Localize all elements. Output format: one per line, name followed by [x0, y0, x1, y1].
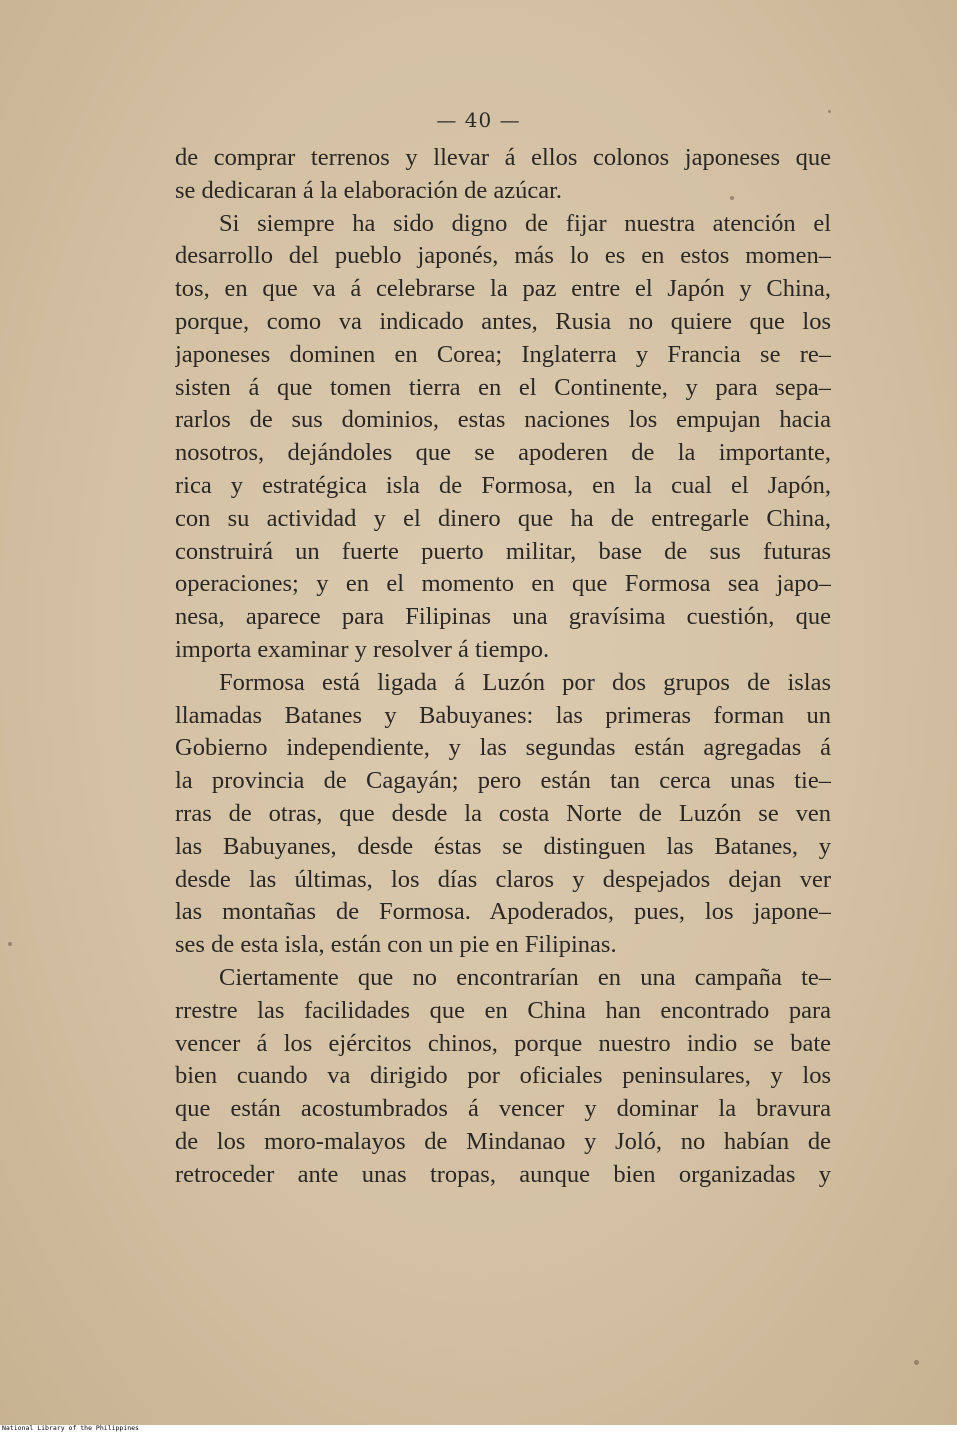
text-line: nesa, aparece para Filipinas una gravísima cuestión, que [175, 603, 831, 631]
text-line: ses de esta isla, están con un pie en Filipinas. [175, 931, 617, 959]
paper-speck [8, 942, 12, 946]
text-line: desarrollo del pueblo japonés, más lo es en estos momen– [175, 242, 831, 270]
text-line: llamadas Batanes y Babuyanes: las primeras forman un [175, 701, 831, 729]
text-line: Ciertamente que no encontrarían en una campaña te– [219, 963, 831, 991]
text-line: rrestre las facilidades que en China han encontrado para [175, 996, 831, 1024]
text-line: sisten á que tomen tierra en el Continente, y para sepa– [175, 373, 831, 401]
paper-speck [914, 1360, 919, 1365]
text-line: construirá un fuerte puerto militar, base de sus futuras [175, 537, 831, 565]
text-line: rarlos de sus dominios, estas naciones los empujan hacia [175, 406, 831, 434]
text-line: porque, como va indicado antes, Rusia no quiere que los [175, 307, 831, 335]
body-text [175, 142, 831, 1192]
page-number: — 40 — [436, 108, 521, 132]
text-line: japoneses dominen en Corea; Inglaterra y Francia se re– [175, 340, 831, 368]
text-line: desde las últimas, los días claros y despejados dejan ver [175, 865, 831, 893]
text-line: Gobierno independiente, y las segundas están agregadas á [175, 734, 831, 762]
text-line: las montañas de Formosa. Apoderados, pues, los japone– [175, 898, 831, 926]
footer-bar [0, 1425, 957, 1433]
text-line: que están acostumbrados á vencer y dominar la bravura [175, 1095, 831, 1123]
text-line: tos, en que va á celebrarse la paz entre el Japón y China, [175, 275, 831, 303]
text-line: importa examinar y resolver á tiempo. [175, 635, 550, 663]
paper-speck [828, 110, 831, 113]
text-line: retroceder ante unas tropas, aunque bien organizadas y [175, 1160, 831, 1188]
text-line: se dedicaran á la elaboración de azúcar. [175, 176, 562, 204]
text-line: bien cuando va dirigido por oficiales peninsulares, y los [175, 1062, 831, 1090]
footer-credit: National Library of the Philippines [2, 1424, 139, 1432]
text-line: Formosa está ligada á Luzón por dos grupos de islas [219, 668, 831, 696]
text-line: de comprar terrenos y llevar á ellos colonos japoneses que [175, 144, 831, 171]
text-line: Si siempre ha sido digno de fijar nuestra atención el [219, 209, 831, 237]
text-line: las Babuyanes, desde éstas se distinguen las Batanes, y [175, 832, 831, 860]
paper-speck [730, 196, 734, 200]
text-line: rica y estratégica isla de Formosa, en la cual el Japón, [175, 471, 831, 499]
text-line: de los moro-malayos de Mindanao y Joló, no habían de [175, 1127, 831, 1155]
text-line: con su actividad y el dinero que ha de entregarle China, [175, 504, 831, 532]
text-line: rras de otras, que desde la costa Norte de Luzón se ven [175, 799, 831, 827]
text-line: la provincia de Cagayán; pero están tan cerca unas tie– [175, 767, 831, 795]
text-line: vencer á los ejércitos chinos, porque nuestro indio se bate [175, 1029, 831, 1057]
text-line: nosotros, dejándoles que se apoderen de la importante, [175, 439, 831, 467]
text-line: operaciones; y en el momento en que Formosa sea japo– [175, 570, 831, 598]
